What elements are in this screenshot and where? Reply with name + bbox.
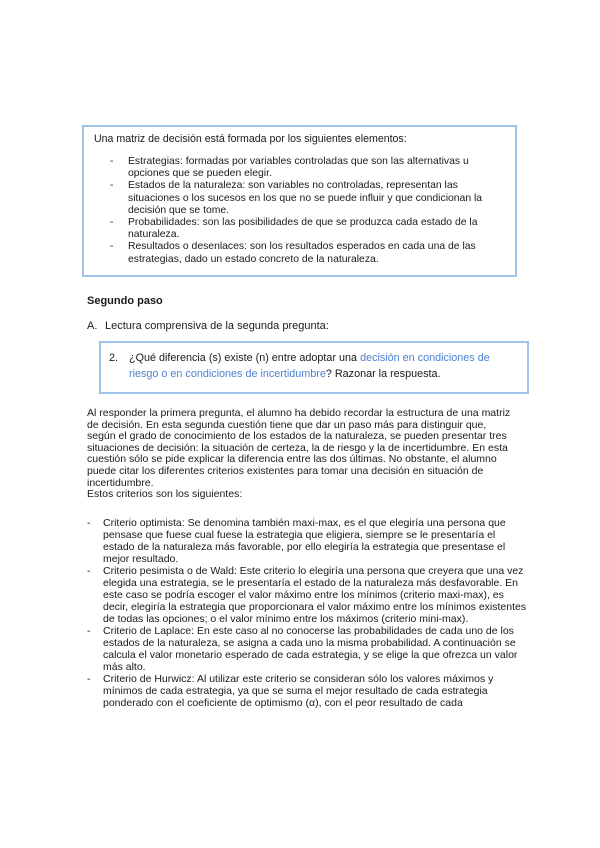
criteria-intro: Estos criterios son los siguientes: bbox=[87, 488, 243, 501]
explanation-text: Al responder la primera pregunta, el alumno ha debido recordar la estructura de una matriz de decisión. En esta segunda cuestión tiene que dar un paso más para distinguir que, según el grado de conocimiento de los estados de la naturaleza, se pueden presentar tres situaciones de decisión: la situación de certeza, la de riesgo y la de incertidumbre. En esta cuestión sólo se pide explicar la diferencia entre las dos últimas. No obstante, el alumno puede citar los diferentes criterios existentes para tomar una decisión en situación de incertidumbre. bbox=[87, 407, 511, 489]
list-item: - Criterio optimista: Se denomina también maxi-max, es el que elegiría una persona que pensase que fuese cual fuese la estrategia que eligiera, siempre se le presentaría el estado de la naturaleza más favorable, por ello elegiría la estrategia que presentase el mejor resultado. bbox=[87, 517, 527, 565]
question-text bbox=[129, 350, 519, 382]
list-item: - Estados de la naturaleza: son variables no controladas, representan las situaciones o los sucesos en los que no se puede influir y que condicionan la decisión que se tome. bbox=[110, 180, 505, 217]
section-heading: Segundo paso bbox=[87, 295, 163, 307]
question-text-before: ¿Qué diferencia (s) existe (n) entre adoptar una bbox=[129, 352, 361, 364]
question-box bbox=[99, 341, 529, 394]
step-item-label: A. bbox=[87, 320, 98, 332]
criteria-list bbox=[87, 517, 527, 709]
matrix-elements-box bbox=[82, 125, 517, 277]
step-item-text: Lectura comprensiva de la segunda pregunta: bbox=[105, 320, 329, 332]
list-item: - Probabilidades: son las posibilidades de que se produzca cada estado de la naturaleza. bbox=[110, 217, 505, 241]
list-item: - Criterio pesimista o de Wald: Este criterio lo elegiría una persona que creyera que una vez elegida una estrategia, se le presentaría el estado de la naturaleza más desfavorable. En este caso se podría escoger el valor máximo entre los mínimos (criterio maxi-max), es decir, elegiría la estrategia que proporcionara el valor máximo entre los mínimos existentes de todas las opciones; o el valor mínimo entre los máximos (criterio mini-max). bbox=[87, 565, 527, 625]
list-item: - Resultados o desenlaces: son los resultados esperados en cada una de las estrategias, dado un estado concreto de la naturaleza. bbox=[110, 241, 505, 265]
matrix-elements-list bbox=[94, 156, 505, 266]
list-item: - Estrategias: formadas por variables controladas que son las alternativas u opciones que se pueden elegir. bbox=[110, 156, 505, 180]
matrix-intro: Una matriz de decisión está formada por los siguientes elementos: bbox=[94, 133, 407, 145]
explanation-paragraph bbox=[87, 408, 517, 501]
question-highlight: decisión en condiciones de riesgo o en condiciones de incertidumbre bbox=[129, 352, 490, 380]
step-item-a bbox=[87, 320, 329, 332]
question-number: 2. bbox=[109, 352, 119, 364]
question-text-after: ? Razonar la respuesta. bbox=[325, 368, 441, 380]
list-item: - Criterio de Laplace: En este caso al no conocerse las probabilidades de cada uno de los estados de la naturaleza, se asigna a cada uno la misma probabilidad. A continuación se calcula el valor monetario esperado de cada estrategia, y se elige la que ofrezca un valor más alto. bbox=[87, 625, 527, 673]
list-item: - Criterio de Hurwicz: Al utilizar este criterio se consideran sólo los valores máximos y mínimos de cada estrategia, ya que se suma el mejor resultado de cada estrategia ponderado con el coeficiente de optimismo (α), con el peor resultado de cada bbox=[87, 673, 527, 709]
